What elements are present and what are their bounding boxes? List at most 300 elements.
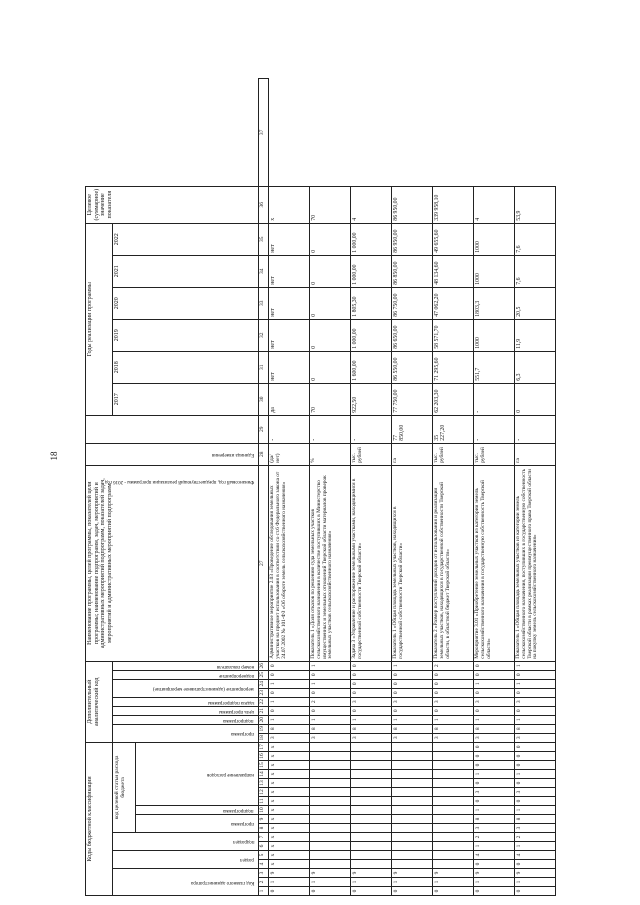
code-cell: 8 xyxy=(515,724,556,733)
code-cell: 9 xyxy=(310,869,351,878)
column-number: 36 xyxy=(259,186,269,223)
row-year-value: 0 xyxy=(310,255,351,287)
row-year-value: 71 295,60 xyxy=(433,351,474,383)
code-cell: 1 xyxy=(474,770,515,779)
years-header: Годы реализации программы xyxy=(86,223,113,415)
code-cell: 0 xyxy=(351,688,392,697)
column-number: 11 xyxy=(259,797,269,806)
column-number: 14 xyxy=(259,770,269,779)
column-number: 2 xyxy=(259,878,269,887)
code-cell: 0 xyxy=(269,706,310,715)
code-cell: 0 xyxy=(474,797,515,806)
code-cell: 0 xyxy=(515,797,556,806)
name-column-header: Наименование программы, целей программы, показателей цели программы; наименование подпрограмм, задач, мероприятий и административных мероприятий подпрограмм, показателей задач, мероприятий и административных мероприятий подпрограмм xyxy=(86,465,259,661)
code-cell: 1 xyxy=(515,679,556,688)
column-number: 4 xyxy=(259,860,269,869)
row-year-value: 11,9 xyxy=(515,319,556,351)
row-year-value: 0 xyxy=(310,223,351,255)
code-cell xyxy=(433,851,474,860)
row-year-value: да xyxy=(269,383,310,415)
column-number: 9 xyxy=(259,815,269,824)
code-cell: 0 xyxy=(474,670,515,679)
code-cell: 0 xyxy=(474,706,515,715)
code-cell: 0 xyxy=(310,688,351,697)
code-cell xyxy=(392,752,433,761)
code-cell: 0 xyxy=(515,752,556,761)
table-row xyxy=(433,79,474,896)
code-cell xyxy=(310,815,351,824)
row-year-value: 1 000,00 xyxy=(351,319,392,351)
column-number: 13 xyxy=(259,779,269,788)
code-cell: 1 xyxy=(515,878,556,887)
code-cell: 0 xyxy=(433,679,474,688)
code-cell: 1 xyxy=(351,715,392,724)
row-year-value: 86 650,00 xyxy=(392,319,433,351)
row-year-value: 0 xyxy=(310,351,351,383)
subprogram-code-header: подпрограмма xyxy=(136,806,259,815)
column-number: 17 xyxy=(259,742,269,751)
code-cell: 8 xyxy=(433,724,474,733)
code-cell xyxy=(392,806,433,815)
code-cell: 0 xyxy=(515,761,556,770)
code-cell: х xyxy=(269,833,310,842)
code-cell: 8 xyxy=(269,724,310,733)
code-cell xyxy=(392,742,433,751)
column-number: 33 xyxy=(259,287,269,319)
code-cell: 2 xyxy=(515,833,556,842)
code-cell: 1 xyxy=(474,806,515,815)
code-cell: 0 xyxy=(474,742,515,751)
column-number: 25 xyxy=(259,670,269,679)
code-cell xyxy=(433,824,474,833)
row-unit: тыс. рублей xyxy=(351,443,392,465)
year-2020-header: 2020 xyxy=(113,287,259,319)
code-cell: 3 xyxy=(515,824,556,833)
table-row xyxy=(515,79,556,896)
row-year-value: 922,50 xyxy=(351,383,392,415)
row-fin-year-value: 35 227,20 xyxy=(433,415,474,443)
code-cell: 0 xyxy=(269,670,310,679)
code-cell: 0 xyxy=(392,679,433,688)
row-year-value: 70 xyxy=(310,383,351,415)
column-number: 6 xyxy=(259,842,269,851)
row-year-value: 0 xyxy=(310,287,351,319)
code-cell xyxy=(351,833,392,842)
code-cell: 0 xyxy=(269,661,310,670)
program-code-header: программа xyxy=(136,815,259,833)
row-year-value: 1000 xyxy=(474,223,515,255)
column-number: 29 xyxy=(259,415,269,443)
code-cell xyxy=(310,833,351,842)
code-cell: 1 xyxy=(515,806,556,815)
year-2018-header: 2018 xyxy=(113,351,259,383)
code-cell: 0 xyxy=(515,670,556,679)
column-number: 28 xyxy=(259,443,269,465)
row-unit: (да/нет) xyxy=(269,443,310,465)
code-cell xyxy=(310,806,351,815)
code-cell: 0 xyxy=(351,679,392,688)
code-cell: 0 xyxy=(515,779,556,788)
code-cell xyxy=(351,770,392,779)
column-number: 5 xyxy=(259,851,269,860)
fin-year-column-header: Финансовый год, предшествующий реализации программы - 2016 год xyxy=(86,415,259,443)
row-year-value: 1000 xyxy=(474,319,515,351)
year-2019-header: 2019 xyxy=(113,319,259,351)
code-cell: 0 xyxy=(433,688,474,697)
year-2017-header: 2017 xyxy=(113,383,259,415)
extra-analytic-code-header: Дополнительный аналитический код xyxy=(86,661,113,742)
code-cell xyxy=(392,824,433,833)
row-year-value: нет xyxy=(269,287,310,319)
target-article-header: код целевой статьи расхода бюджета xyxy=(113,742,136,832)
row-unit: тыс. рублей xyxy=(433,443,474,465)
indicator-number-header: номер показателя xyxy=(113,661,259,670)
table-row xyxy=(392,79,433,896)
row-year-value: 86 850,00 xyxy=(392,255,433,287)
code-cell xyxy=(392,833,433,842)
code-cell: 0 xyxy=(474,661,515,670)
row-name: Показатель 1 «Общая площадь земельных участков из категории земель сельскохозяйственного назначения, поступивших в государственную собственность Тверской области в рамках реализации преимущественного права Тверской области на покупку земель сельскохозяйственного назначения» xyxy=(515,465,556,661)
row-year-value: 58 571,70 xyxy=(433,319,474,351)
target-value-header: Целевое (суммарное) значение показателя xyxy=(86,186,259,223)
code-cell: 0 xyxy=(474,779,515,788)
code-cell xyxy=(351,824,392,833)
row-year-value: нет xyxy=(269,255,310,287)
code-cell xyxy=(310,788,351,797)
row-year-value: 551,7 xyxy=(474,351,515,383)
row-year-value: 1 000,00 xyxy=(351,223,392,255)
code-cell xyxy=(433,806,474,815)
code-cell: 0 xyxy=(310,706,351,715)
code-cell: 0 xyxy=(310,670,351,679)
code-cell: 9 xyxy=(351,869,392,878)
column-number: 12 xyxy=(259,788,269,797)
code-cell: х xyxy=(269,824,310,833)
code-cell: 0 xyxy=(515,887,556,896)
code-cell xyxy=(351,842,392,851)
code-cell xyxy=(433,833,474,842)
code-cell: 0 xyxy=(515,860,556,869)
code-cell xyxy=(310,842,351,851)
table-row xyxy=(310,79,351,896)
code-cell: 3 xyxy=(515,788,556,797)
code-cell: х xyxy=(269,815,310,824)
row-fin-year-value: 77 850,00 xyxy=(392,415,433,443)
row-target-value: 4 xyxy=(351,186,392,223)
code-cell: 0 xyxy=(392,887,433,896)
code-cell: 3 xyxy=(474,824,515,833)
code-cell: 1 xyxy=(474,842,515,851)
code-cell: 3 xyxy=(269,733,310,742)
code-cell: 1 xyxy=(474,715,515,724)
row-year-value: - xyxy=(474,383,515,415)
row-year-value: 20,5 xyxy=(515,287,556,319)
row-year-value: 77 750,00 xyxy=(392,383,433,415)
row-fin-year-value: - xyxy=(351,415,392,443)
code-cell: 9 xyxy=(474,869,515,878)
column-numbers-row xyxy=(259,79,269,896)
column-number: 27 xyxy=(259,465,269,661)
code-cell: 0 xyxy=(433,670,474,679)
code-cell: х xyxy=(269,860,310,869)
column-number: 35 xyxy=(259,223,269,255)
code-cell: 8 xyxy=(351,724,392,733)
row-year-value: 1 000,00 xyxy=(351,255,392,287)
row-year-value: 7,6 xyxy=(515,255,556,287)
program-table-container xyxy=(85,78,593,896)
code-cell: 0 xyxy=(433,706,474,715)
row-year-value: 7,6 xyxy=(515,223,556,255)
code-cell xyxy=(392,851,433,860)
code-cell: 9 xyxy=(392,869,433,878)
code-cell xyxy=(433,752,474,761)
code-cell: 1 xyxy=(392,878,433,887)
table-row xyxy=(474,79,515,896)
table-row xyxy=(269,79,310,896)
code-cell: 3 xyxy=(392,697,433,706)
expense-direction-header: направление расходов xyxy=(136,742,259,805)
code-cell: 0 xyxy=(474,752,515,761)
row-unit: % xyxy=(310,443,351,465)
code-cell: 1 xyxy=(269,878,310,887)
code-cell xyxy=(351,815,392,824)
code-cell xyxy=(433,860,474,869)
code-cell xyxy=(351,860,392,869)
code-cell xyxy=(310,851,351,860)
column-number: 37 xyxy=(259,79,269,187)
table-row xyxy=(351,79,392,896)
code-cell xyxy=(351,742,392,751)
unit-column-header: Единица измерения xyxy=(86,443,259,465)
code-cell xyxy=(351,806,392,815)
code-cell: 1 xyxy=(433,878,474,887)
code-cell: 0 xyxy=(515,688,556,697)
code-cell: 0 xyxy=(474,761,515,770)
column-number: 20 xyxy=(259,715,269,724)
column-number: 24 xyxy=(259,679,269,688)
code-cell: х xyxy=(269,788,310,797)
row-unit: га xyxy=(515,443,556,465)
code-cell: 3 xyxy=(310,733,351,742)
code-cell: 1 xyxy=(515,770,556,779)
code-cell xyxy=(351,797,392,806)
code-cell xyxy=(310,797,351,806)
code-cell: 1 xyxy=(351,878,392,887)
row-year-value: 62 203,30 xyxy=(433,383,474,415)
code-cell xyxy=(433,779,474,788)
code-cell xyxy=(310,770,351,779)
code-cell xyxy=(351,779,392,788)
column-number: 15 xyxy=(259,761,269,770)
code-cell: 0 xyxy=(310,887,351,896)
code-cell: 3 xyxy=(433,697,474,706)
code-cell: 0 xyxy=(474,688,515,697)
task-header: задача подпрограммы xyxy=(113,697,259,706)
code-cell: 4 xyxy=(515,851,556,860)
code-cell xyxy=(392,815,433,824)
code-cell: 0 xyxy=(351,887,392,896)
code-cell xyxy=(433,761,474,770)
code-cell: х xyxy=(269,851,310,860)
row-year-value: 1 805,30 xyxy=(351,287,392,319)
code-cell: х xyxy=(269,806,310,815)
column-number: 1 xyxy=(259,887,269,896)
code-cell: 1 xyxy=(269,697,310,706)
code-cell: 3 xyxy=(474,697,515,706)
code-cell: 1 xyxy=(474,878,515,887)
row-target-value: 86 950,00 xyxy=(392,186,433,223)
code-cell: 8 xyxy=(474,724,515,733)
column-number: 34 xyxy=(259,255,269,287)
code-cell xyxy=(433,842,474,851)
row-fin-year-value: - xyxy=(269,415,310,443)
row-year-value: 1803,3 xyxy=(474,287,515,319)
row-year-value: нет xyxy=(269,319,310,351)
code-cell: 3 xyxy=(474,733,515,742)
row-year-value: нет xyxy=(269,351,310,383)
year-2021-header: 2021 xyxy=(113,255,259,287)
row-target-value: х xyxy=(269,186,310,223)
programme-header: программа xyxy=(113,724,259,742)
code-cell: 0 xyxy=(269,887,310,896)
column-number: 22 xyxy=(259,697,269,706)
code-cell xyxy=(310,761,351,770)
code-cell: 0 xyxy=(392,706,433,715)
column-number: 30 xyxy=(259,383,269,415)
subsection-header: подраздел xyxy=(113,833,259,851)
code-cell: 1 xyxy=(310,878,351,887)
code-cell: 3 xyxy=(351,697,392,706)
code-cell xyxy=(351,788,392,797)
row-target-value: 339 958,10 xyxy=(433,186,474,223)
section-header: раздел xyxy=(113,851,259,869)
code-cell: 0 xyxy=(351,661,392,670)
code-cell xyxy=(351,761,392,770)
code-cell xyxy=(433,788,474,797)
column-number: 3 xyxy=(259,869,269,878)
budget-classification-header: Коды бюджетной классификации xyxy=(86,742,113,895)
code-cell xyxy=(433,815,474,824)
program-indicators-table xyxy=(85,78,556,896)
row-year-value: 0 xyxy=(515,383,556,415)
column-number: 31 xyxy=(259,351,269,383)
code-cell xyxy=(310,779,351,788)
code-cell: 3 xyxy=(392,733,433,742)
code-cell: х xyxy=(269,742,310,751)
row-target-value: 70 xyxy=(310,186,351,223)
row-name: Показатель 1 «Общая площадь земельных участков, находящихся в государственной собственности Тверской области» xyxy=(392,465,433,661)
column-number: 7 xyxy=(259,833,269,842)
row-year-value: 86 750,00 xyxy=(392,287,433,319)
code-cell xyxy=(433,742,474,751)
code-cell xyxy=(392,797,433,806)
column-number: 18 xyxy=(259,733,269,742)
code-cell: 0 xyxy=(269,688,310,697)
page-number: 18 xyxy=(49,451,59,461)
row-fin-year-value: - xyxy=(310,415,351,443)
row-year-value: 86 950,00 xyxy=(392,223,433,255)
code-cell xyxy=(433,797,474,806)
row-name: Административное мероприятие 2.03 «Проведение обследования земельных участков на предмет использования в соответствии со ст.6 Федерального закона от 24.07.2002 № 101-ФЗ «Об обороте земель сельскохозяйственного назначения» xyxy=(269,465,310,661)
row-year-value: 47 062,20 xyxy=(433,287,474,319)
code-cell: 1 xyxy=(269,679,310,688)
code-cell: х xyxy=(269,842,310,851)
column-number: 21 xyxy=(259,706,269,715)
code-cell: 1 xyxy=(515,715,556,724)
row-name: Показатель 2 «Размер поступлений доходов от использования и реализации земельных участков, находящихся в государственной собственности Тверской области, в областной бюджет Тверской области» xyxy=(433,465,474,661)
code-cell: 0 xyxy=(392,670,433,679)
row-year-value: 1000 xyxy=(474,255,515,287)
code-cell xyxy=(310,860,351,869)
code-cell: х xyxy=(269,779,310,788)
code-cell: 1 xyxy=(392,661,433,670)
row-fin-year-value: - xyxy=(474,415,515,443)
column-number: 16 xyxy=(259,752,269,761)
code-cell: х xyxy=(269,752,310,761)
row-year-value: 1 600,00 xyxy=(351,351,392,383)
code-cell: 3 xyxy=(515,733,556,742)
row-name: Показатель 1 «Доля отказов по решению суда земельных участков сельскохозяйственного назначения в количестве поступивших в Министерство имущественных и земельных отношений Тверской области материалов проверок земельных участков сельскохозяйственного назначения» xyxy=(310,465,351,661)
row-name: Задача 3 «Управление и распоряжение земельными участками, находящимися в государственной собственности Тверской области» xyxy=(351,465,392,661)
code-cell xyxy=(392,770,433,779)
event-sub-header: подмероприятие xyxy=(113,670,259,679)
code-cell xyxy=(310,824,351,833)
row-unit: га xyxy=(392,443,433,465)
code-cell: 4 xyxy=(474,851,515,860)
code-cell: 2 xyxy=(433,661,474,670)
code-cell xyxy=(351,752,392,761)
column-number: 23 xyxy=(259,688,269,697)
code-cell: 0 xyxy=(474,887,515,896)
row-name: Мероприятие 3.01 «Приобретение земельных участков из категории земель сельскохозяйственного назначения в государственную собственность Тверской области» xyxy=(474,465,515,661)
code-cell xyxy=(392,842,433,851)
code-cell: 9 xyxy=(433,869,474,878)
column-number: 10 xyxy=(259,806,269,815)
admin-code-header: Код главного администратора xyxy=(113,869,259,896)
code-cell: х xyxy=(269,761,310,770)
code-cell: 3 xyxy=(474,788,515,797)
code-cell: 2 xyxy=(474,833,515,842)
code-cell xyxy=(392,761,433,770)
code-cell: 0 xyxy=(515,742,556,751)
row-target-value: 53,9 xyxy=(515,186,556,223)
code-cell: х xyxy=(269,797,310,806)
code-cell xyxy=(310,742,351,751)
code-cell: х xyxy=(269,770,310,779)
code-cell: 3 xyxy=(433,733,474,742)
goal-header: цель программы xyxy=(113,706,259,715)
row-year-value: 86 550,00 xyxy=(392,351,433,383)
code-cell: 0 xyxy=(433,887,474,896)
code-cell: 8 xyxy=(515,815,556,824)
code-cell: 1 xyxy=(392,715,433,724)
code-cell: 1 xyxy=(474,679,515,688)
code-cell: 1 xyxy=(515,661,556,670)
code-cell: 8 xyxy=(310,724,351,733)
event-header: мероприятие (административное мероприятие) xyxy=(113,679,259,697)
code-cell xyxy=(351,851,392,860)
row-year-value: 49 655,60 xyxy=(433,223,474,255)
row-year-value: 48 134,60 xyxy=(433,255,474,287)
column-number: 32 xyxy=(259,319,269,351)
code-cell: 9 xyxy=(269,869,310,878)
code-cell: 2 xyxy=(310,697,351,706)
code-cell: 1 xyxy=(310,715,351,724)
code-cell: 1 xyxy=(310,661,351,670)
row-year-value: 6,3 xyxy=(515,351,556,383)
code-cell xyxy=(392,779,433,788)
column-number: 19 xyxy=(259,724,269,733)
